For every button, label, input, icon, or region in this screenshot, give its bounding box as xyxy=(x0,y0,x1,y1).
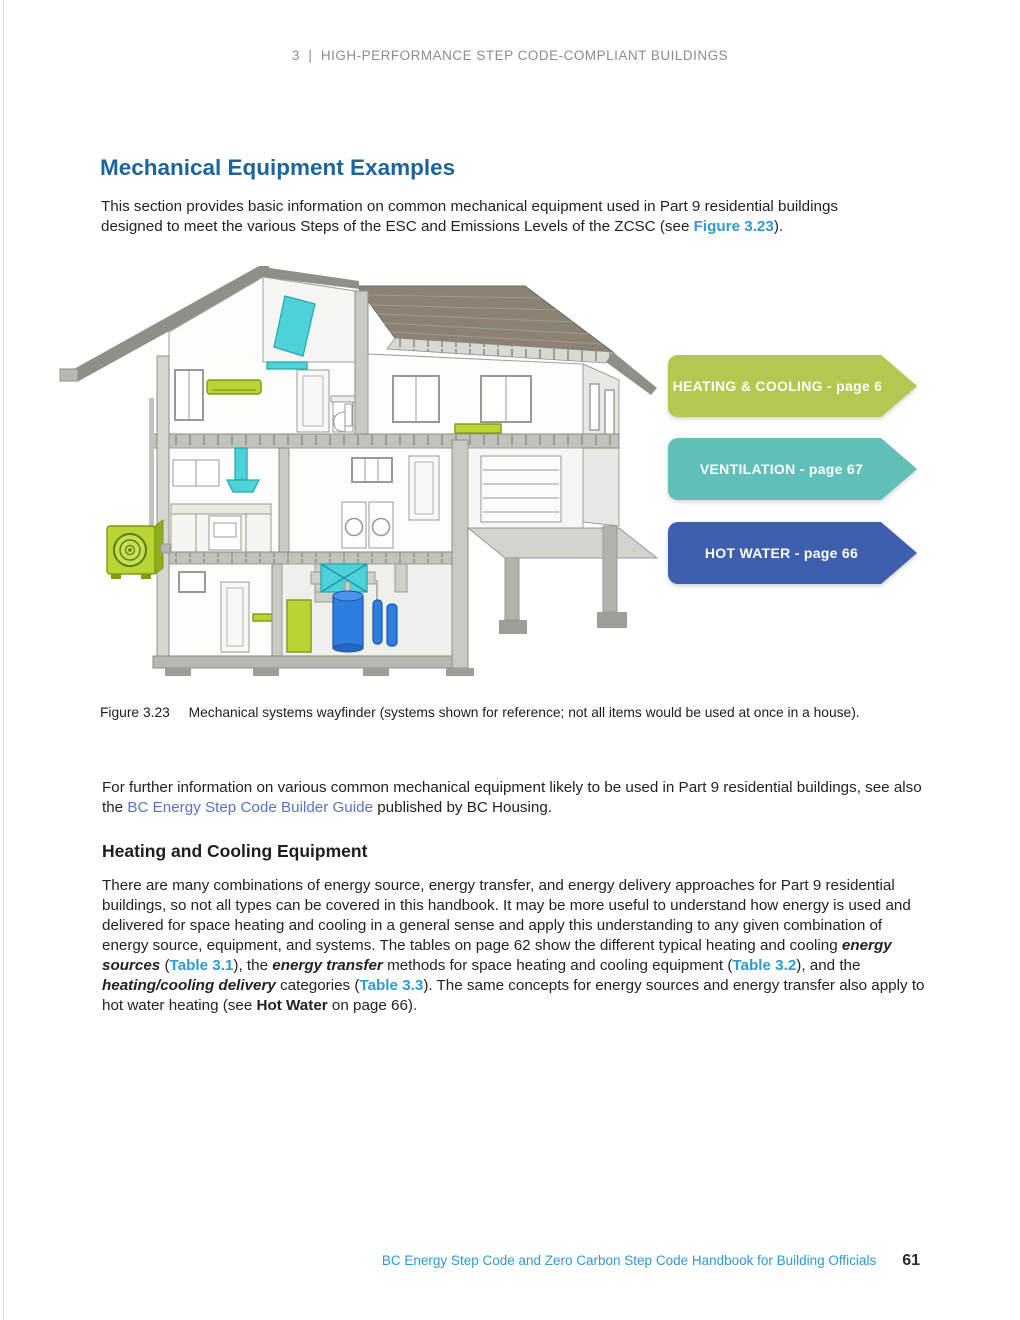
toilet xyxy=(345,404,352,426)
text-run: ( xyxy=(160,957,170,975)
emphasis-term: energy sources xyxy=(102,937,892,975)
house-cutaway-illustration xyxy=(57,264,663,678)
cross-reference-link[interactable]: Table 3.1 xyxy=(169,957,234,975)
basement-room xyxy=(169,564,279,656)
text-run: ). The same concepts for energy sources and energy transfer also apply to hot water heating (see xyxy=(102,977,925,1015)
laundry-room xyxy=(289,448,452,552)
text-run: For further information on various common mechanical equipment likely to be used in Part 9 residential buildings, see also the xyxy=(102,779,922,817)
heating-cooling-paragraph xyxy=(102,876,926,1016)
text-run: ), and the xyxy=(796,957,861,975)
page-left-edge xyxy=(3,0,4,1320)
text-run: ). xyxy=(773,218,784,236)
intro-paragraph xyxy=(101,197,901,237)
cut-wall-upper xyxy=(355,291,368,434)
page-number: 61 xyxy=(902,1252,920,1269)
water-filter-cylinder xyxy=(373,600,382,644)
foundation xyxy=(153,656,453,676)
wayfinder-hot-water-body xyxy=(668,522,881,584)
wayfinder-ventilation-label: VENTILATION - page 67 xyxy=(699,461,864,477)
figure-caption-label: Figure 3.23 xyxy=(100,705,170,720)
text-run: There are many combinations of energy source, energy transfer, and energy delivery approaches for Part 9 residential buildings, so not all types can be covered in this handbook. It may be more useful to understand how energy is used and delivered for space heating and cooling in a general sense and apply this understanding to any given combination of energy source, equipment, and systems. The tables on page 62 show the different typical heating and cooling xyxy=(102,877,911,955)
garage xyxy=(468,448,657,634)
heat-pump-outdoor-unit xyxy=(107,520,170,579)
further-info-paragraph xyxy=(102,778,940,818)
text-run: categories ( xyxy=(275,977,360,995)
emphasis-term: heating/cooling delivery xyxy=(102,977,276,995)
bold-term: Hot Water xyxy=(256,997,328,1015)
page-title: Mechanical Equipment Examples xyxy=(100,155,456,181)
arrow-right-icon xyxy=(881,438,917,500)
cross-reference-link[interactable]: Figure 3.23 xyxy=(693,218,774,236)
baseboard-heater xyxy=(455,424,501,433)
kitchen xyxy=(169,448,279,552)
top-floor-interior xyxy=(169,277,355,434)
range-hood-duct xyxy=(235,448,247,480)
wayfinder-hot-water-label: HOT WATER - page 66 xyxy=(704,545,859,561)
cross-reference-link[interactable]: Table 3.3 xyxy=(359,977,424,995)
arrow-right-icon xyxy=(881,355,917,417)
wayfinder-heating-cooling-label: HEATING & COOLING - page 61 xyxy=(672,378,891,394)
air-handler-unit xyxy=(287,600,311,652)
subsection-title: Heating and Cooling Equipment xyxy=(102,840,368,861)
text-run: ), the xyxy=(233,957,273,975)
main-floor-slab xyxy=(153,552,452,564)
running-header: 3 | HIGH-PERFORMANCE STEP CODE-COMPLIANT BUILDINGS xyxy=(291,48,729,63)
wayfinder-heating-cooling-body xyxy=(668,355,891,417)
text-run: published by BC Housing. xyxy=(373,799,552,817)
left-exterior-wall xyxy=(149,356,169,656)
text-run: methods for space heating and cooling equipment ( xyxy=(382,957,733,975)
wayfinder-ventilation-body xyxy=(668,438,881,500)
second-floor-slab xyxy=(153,434,619,448)
hot-water-tank xyxy=(333,596,363,648)
text-run: This section provides basic information on common mechanical equipment used in Part 9 residential buildings designed to meet the various Steps of the ESC and Emissions Levels of the ZCSC (see xyxy=(101,198,838,236)
mini-split-head xyxy=(207,380,261,394)
external-link[interactable]: BC Energy Step Code Builder Guide xyxy=(127,799,374,817)
figure-caption-text: Mechanical systems wayfinder (systems shown for reference; not all items would be used at once in a house). xyxy=(188,705,860,720)
mechanical-room xyxy=(282,564,452,656)
page-footer xyxy=(100,1252,920,1270)
arrow-right-icon xyxy=(881,522,917,584)
cross-reference-link[interactable]: Table 3.2 xyxy=(732,957,797,975)
text-run: on page 66). xyxy=(327,997,418,1015)
footer-handbook-title: BC Energy Step Code and Zero Carbon Step Code Handbook for Building Officials xyxy=(381,1253,877,1268)
figure-caption xyxy=(100,705,860,720)
emphasis-term: energy transfer xyxy=(272,957,383,975)
cut-wall-center xyxy=(452,440,468,668)
